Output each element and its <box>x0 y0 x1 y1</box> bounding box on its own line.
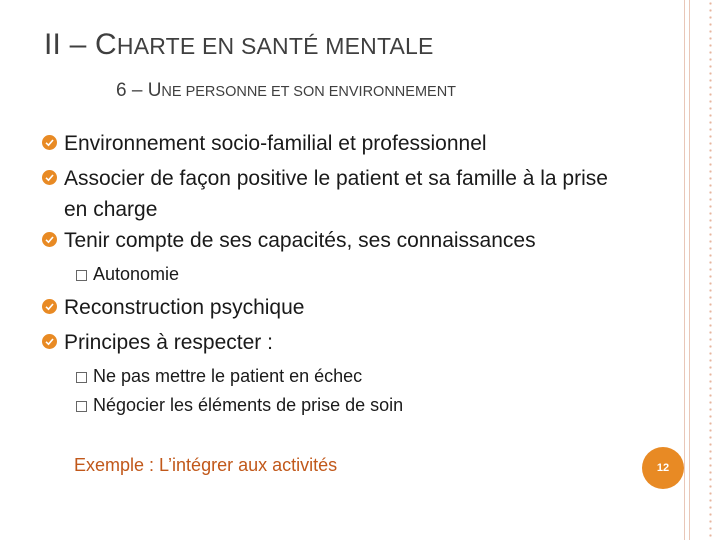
example-text: Exemple : L’intégrer aux activités <box>74 455 338 475</box>
subtitle-prefix: 6 – U <box>116 80 162 101</box>
checkbox-icon <box>76 270 87 281</box>
title-prefix: II – C <box>44 28 117 61</box>
slide-subtitle <box>116 80 456 102</box>
page-number: 12 <box>656 462 670 474</box>
check-circle-icon <box>42 135 57 150</box>
sub-bullet-text: Négocier les éléments de prise de soin <box>93 395 404 415</box>
subtitle-rest: NE PERSONNE ET SON ENVIRONNEMENT <box>161 84 457 100</box>
decorative-dotted-border <box>709 0 712 540</box>
title-rest: HARTE EN SANTÉ MENTALE <box>116 33 434 59</box>
bullet-item <box>64 163 624 225</box>
sub-bullet-text: Ne pas mettre le patient en échec <box>93 366 363 386</box>
right-border-frame <box>684 0 690 540</box>
sub-bullet-text: Autonomie <box>93 264 180 284</box>
check-circle-icon <box>42 299 57 314</box>
bullet-text: Principes à respecter : <box>64 331 273 354</box>
bullet-text: Tenir compte de ses capacités, ses connaissances <box>64 229 536 252</box>
bullet-item <box>64 128 624 159</box>
slide-title <box>44 28 434 62</box>
page-number-badge <box>642 447 684 489</box>
sub-bullet-item <box>76 364 362 388</box>
check-circle-icon <box>42 232 57 247</box>
sub-bullet-item <box>76 262 179 286</box>
sub-bullet-item <box>76 393 403 417</box>
bullet-item <box>64 225 624 256</box>
bullet-item <box>64 292 624 323</box>
bullet-item <box>64 327 624 358</box>
bullet-text: Associer de façon positive le patient et sa famille à la prise en charge <box>64 167 608 221</box>
checkbox-icon <box>76 401 87 412</box>
bullet-text: Environnement socio-familial et professionnel <box>64 132 487 155</box>
check-circle-icon <box>42 334 57 349</box>
checkbox-icon <box>76 372 87 383</box>
bullet-text: Reconstruction psychique <box>64 296 305 319</box>
check-circle-icon <box>42 170 57 185</box>
